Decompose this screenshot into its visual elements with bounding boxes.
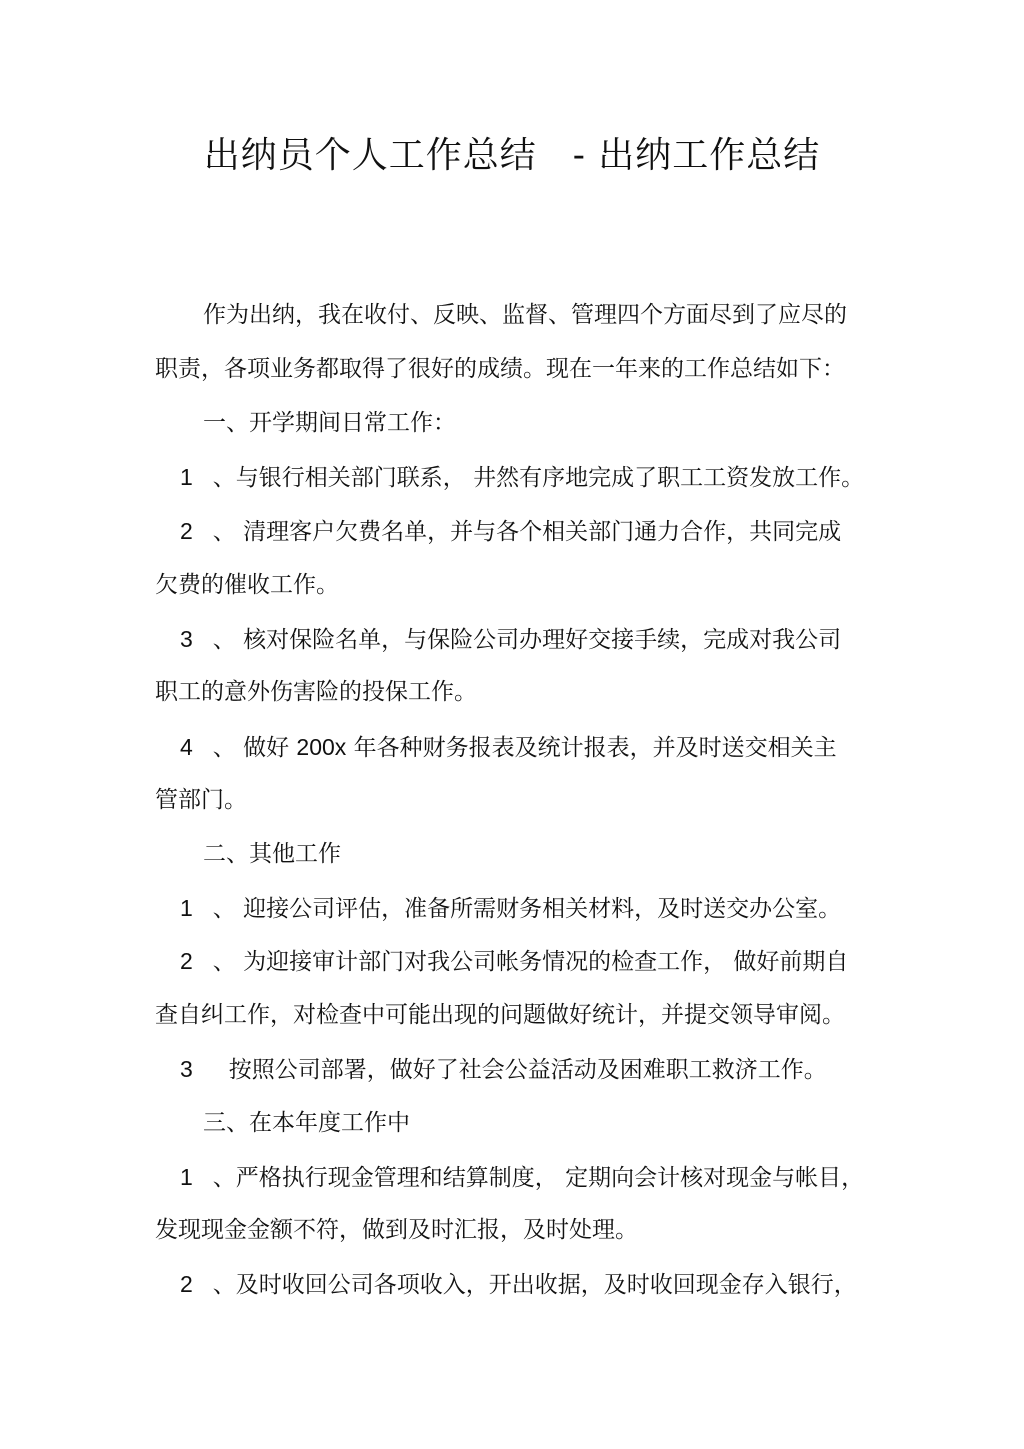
item-text: 、及时收回公司各项收入，开出收据，及时收回现金存入银行，	[212, 1272, 857, 1298]
title-sub: - 出纳工作总结	[572, 135, 821, 176]
intro-line-2: 职责，各项业务都取得了很好的成绩。现在一年来的工作总结如下：	[155, 356, 845, 382]
item-number: 1	[180, 895, 193, 921]
item-text: 、与银行相关部门联系， 井然有序地完成了职工工资发放工作。	[212, 465, 865, 491]
item-text: 、 做好	[212, 735, 297, 761]
section-1-heading: 一、开学期间日常工作：	[203, 410, 456, 436]
section-1-item-3-cont: 职工的意外伤害险的投保工作。	[155, 679, 477, 705]
section-2-item-2	[180, 945, 848, 978]
section-2-item-2-cont: 查自纠工作，对检查中可能出现的问题做好统计，并提交领导审阅。	[155, 1002, 845, 1028]
section-1-item-1	[180, 461, 864, 494]
item-number: 1	[180, 1164, 193, 1190]
item-text: 、 为迎接审计部门对我公司帐务情况的检查工作， 做好前期自	[212, 949, 849, 975]
item-text: 、 清理客户欠费名单，并与各个相关部门通力合作，共同完成	[212, 519, 842, 545]
section-1-item-3	[180, 623, 841, 656]
document-title	[0, 128, 1024, 184]
item-text: 按照公司部署，做好了社会公益活动及困难职工救济工作。	[228, 1057, 827, 1083]
item-number: 2	[180, 948, 193, 974]
section-1-item-4	[180, 731, 837, 764]
section-1-item-2-cont: 欠费的催收工作。	[155, 572, 339, 598]
item-text: 、 核对保险名单，与保险公司办理好交接手续，完成对我公司	[212, 627, 842, 653]
item-number: 2	[180, 1271, 193, 1297]
section-1-item-2	[180, 515, 841, 548]
intro-line-1: 作为出纳，我在收付、反映、监督、管理四个方面尽到了应尽的	[203, 302, 847, 328]
item-number: 2	[180, 518, 193, 544]
item-number: 1	[180, 464, 193, 490]
section-2-item-1	[180, 892, 841, 925]
title-main: 出纳员个人工作总结	[203, 135, 537, 176]
year-value: 200x	[296, 734, 347, 760]
section-2-item-3	[180, 1053, 827, 1086]
section-1-item-4-cont: 管部门。	[155, 787, 247, 813]
section-3-heading: 三、在本年度工作中	[203, 1110, 410, 1136]
section-2-heading: 二、其他工作	[203, 841, 341, 867]
item-text: 、 迎接公司评估，准备所需财务相关材料，及时送交办公室。	[212, 896, 842, 922]
section-3-item-1-cont: 发现现金金额不符，做到及时汇报，及时处理。	[155, 1217, 638, 1243]
item-number: 3	[180, 626, 193, 652]
section-3-item-2	[180, 1268, 857, 1301]
item-text: 、严格执行现金管理和结算制度， 定期向会计核对现金与帐目，	[212, 1165, 865, 1191]
section-3-item-1	[180, 1161, 864, 1194]
item-text-rest: 年各种财务报表及统计报表，并及时送交相关主	[346, 735, 837, 761]
item-number: 4	[180, 734, 193, 760]
item-number: 3	[180, 1056, 193, 1082]
